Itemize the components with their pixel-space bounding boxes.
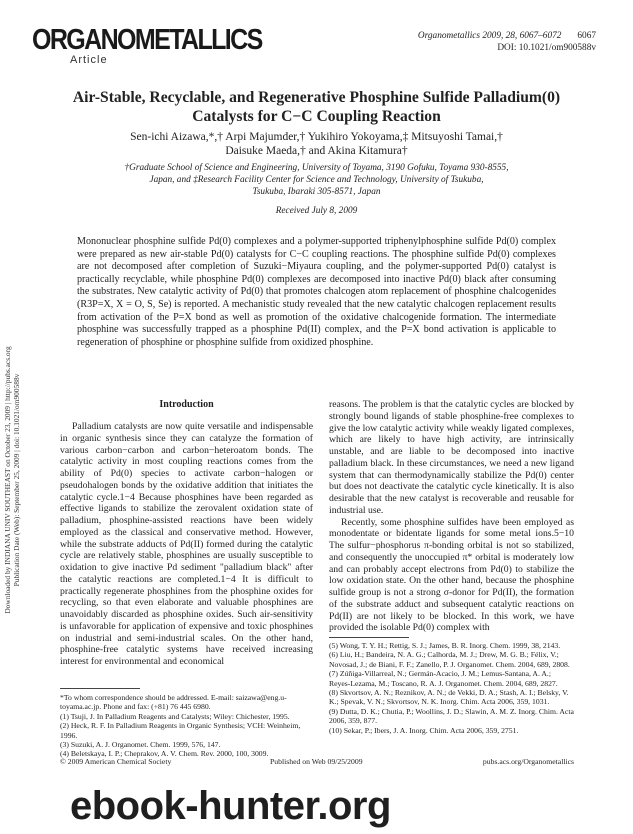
intro-paragraph: Palladium catalysts are now quite versatile and indispensable in organic synthesis since they can catalyze the formation of various carbon−carbon and carbon−heteroatom bonds. The catalytic activity in most coupling reactions comes from the ability of Pd(0) species to activate carbon−halogen or pseudohalogen bonds by the oxidative addition that initiates the catalytic cycle.1−4 Because phosphines have been regarded as effective ligands to stabilize the zerovalent oxidation state of palladium, phosphine-assisted reactions have been widely employed as the classical and conservative method. However, while the substrate adducts of Pd(II) formed during the catalytic cycle are relatively stable, phosphines are usually susceptible to oxidation to give inactive Pd sediment "palladium black" after the catalytic reactions are completed.1−4 It is difficult to practically regenerate phosphines from the phosphine oxides for recycling, so that even elaborate and valuable phosphines are unavoidably discarded as phosphine oxides. Such air-sensitivity is unfavorable for application of expensive and toxic phosphines on industrial and semi-industrial scales. On the other hand, phosphine-free catalytic systems have received increasing interest for environmental and economical	[60, 421, 313, 667]
footnote-ref: (1) Tsuji, J. In Palladium Reagents and Catalysts; Wiley: Chichester, 1995.	[60, 711, 290, 721]
footnote-ref: (9) Dutta, D. K.; Chutia, P.; Woollins, J. D.; Slawin, A. M. Z. Inorg. Chim. Acta 2006, 359, 877.	[329, 706, 574, 726]
intro-paragraph: Recently, some phosphine sulfides have been employed as monodentate or bidentate ligands for some metal ions.5−10 The sulfur−phosphorus π-bonding orbital is not so stabilized, and consequently the unoccupied π* orbital is moderately low and can probably accept electrons from Pd(0) to stabilize the low oxidation state. On the other hand, because the phosphine sulfide group is not a strong σ-donor for Pd(II), the formation of the substrate adduct and subsequent catalytic reactions on Pd(II) are not likely to be blocked. In this work, we have provided the isolable Pd(0) complex with	[329, 516, 574, 634]
footnote-ref[interactable]: (4) Beletskaya, I. P.; Cheprakov, A. V. Chem. Rev. 2000, 100, 3009.	[60, 749, 269, 759]
article-type: Article	[70, 54, 108, 66]
journal-logo	[32, 23, 262, 66]
download-sidebar	[0, 330, 24, 630]
article-title: Air-Stable, Recyclable, and Regenerative Phosphine Sulfide Palladium(0) Catalysts for C−C Coupling Reaction	[72, 89, 561, 125]
abstract: Mononuclear phosphine sulfide Pd(0) complexes and a polymer-supported triphenylphosphine sulfide Pd(0) complex were prepared as new air-stable Pd(0) catalysts for C−C coupling reactions. The phosphine sulfide Pd(0) complexes are not decomposed after completion of Suzuki−Miyaura coupling, and the polymer-supported Pd(0) catalyst is practically recyclable, while phosphine Pd(0) complexes are decomposed into inactive Pd(0) black after consuming the substrates. New catalytic activity of Pd(0) that promotes chalcogen atom replacement of phosphine chalcogenides (R3P=X, X = O, S, Se) is reported. A mechanistic study revealed that the new catalytic chalcogen replacement results from activation of the P=X bond as well as promotion of the oxidative chalcogenide formation. The intermediate phosphine was successfully trapped as a phosphine Pd(II) complex, and the P=X bond activation is applicable to regeneration of phosphine or phosphine sulfide from oxidized phosphine.	[77, 236, 556, 348]
footnote-ref[interactable]: (6) Liu, H.; Bandeira, N. A. G.; Calhorda, M. J.; Drew, M. G. B.; Félix, V.; Novosad, J.; de Biani, F. F.; Zanello, P. J. Organomet. Chem. 2004, 689, 2808.	[329, 650, 570, 669]
affiliation-line-1: †Graduate School of Science and Engineering, University of Toyama, 3190 Gofuku, Toyama 930-8555,	[124, 163, 509, 173]
intro-paragraph-continued: reasons. The problem is that the catalytic cycles are blocked by strongly bound ligands of stable phosphine-free complexes to give the low catalytic activity while weakly ligated complexes, which are likely to have high activity, are intrinsically unstable, and are liable to be decomposed into inactive palladium black. In these circumstances, we need a new ligand system that can thermodynamically stabilize the Pd(0) center but does not deactivate the catalytic cycle kinetically. It is also desirable that the new catalyst is recoverable and reusable for industrial use.	[329, 399, 574, 516]
author-list	[60, 130, 573, 158]
footer-published: Published on Web 09/25/2009	[270, 757, 363, 766]
footnote-divider-left	[60, 688, 140, 689]
section-heading-introduction: Introduction	[159, 399, 214, 410]
sidebar-publication-line: Publication Date (Web): September 25, 2009 | doi: 10.1021/om900588v	[12, 373, 21, 587]
footnote-ref[interactable]: (5) Wong, T. Y. H.; Rettig, S. J.; James, B. R. Inorg. Chem. 1999, 38, 2143.	[329, 641, 561, 650]
received-date: Received July 8, 2009	[275, 206, 358, 216]
citation: Organometallics 2009, 28, 6067–6072	[417, 31, 562, 41]
affiliation-line-2: Japan, and ‡Research Facility Center for Science and Technology, University of Tsukuba,	[149, 175, 484, 185]
footnote-ref: (2) Heck, R. F. In Palladium Reagents in Organic Synthesis; VCH: Weinheim, 1996.	[60, 721, 301, 740]
footnote-ref: (10) Sekar, P.; Ibers, J. A. Inorg. Chim. Acta 2006, 359, 2751.	[329, 725, 519, 735]
page-number: 6067	[577, 31, 596, 41]
intro-right-column	[329, 399, 574, 634]
intro-left-column	[60, 421, 313, 668]
doi[interactable]: DOI: 10.1021/om900588v	[497, 43, 596, 53]
affiliations	[80, 162, 553, 198]
footer-copyright: © 2009 American Chemical Society	[60, 757, 172, 766]
footnotes-right	[329, 641, 574, 735]
authors-line-1: Sen-ichi Aizawa,*,† Arpi Majumder,† Yukihiro Yokoyama,‡ Mitsuyoshi Tamai,†	[130, 131, 503, 143]
watermark: ebook-hunter.org	[70, 784, 391, 828]
footnote-divider-right	[329, 637, 409, 638]
sidebar-download-line[interactable]: Downloaded by INDIANA UNIV SOUTHEAST on October 23, 2009 | http://pubs.acs.org	[3, 346, 12, 614]
page-header	[418, 30, 596, 54]
authors-line-2: Daisuke Maeda,† and Akina Kitamura†	[225, 145, 408, 157]
footnote-correspondence: *To whom correspondence should be addressed. E-mail: saizawa@eng.u-toyama.ac.jp. Phone and fax: (+81) 76 445 6980.	[60, 693, 287, 712]
journal-logo-text: ORGANOMETALLICS	[32, 23, 262, 56]
footnote-ref: (8) Skvortsov, A. N.; Reznikov, A. N.; de Vekki, D. A.; Stash, A. I.; Belsky, V. K.; Spevak, V. N.; Skvortsov, N. K. Inorg. Chim. Acta 2006, 359, 1031.	[329, 688, 569, 707]
footnotes-left	[60, 693, 313, 759]
affiliation-line-3: Tsukuba, Ibaraki 305-8571, Japan	[252, 187, 381, 197]
footnote-ref[interactable]: (3) Suzuki, A. J. Organomet. Chem. 1999, 576, 147.	[60, 740, 221, 750]
footnote-ref[interactable]: (7) Zúñiga-Villarreal, N.; Germán-Acacio, J. M.; Lemus-Santana, A. A.; Reyes-Lezama, M.; Toscano, R. A. J. Organomet. Chem. 2004, 689, 2827.	[329, 669, 558, 688]
footer-url[interactable]: pubs.acs.org/Organometallics	[482, 757, 574, 766]
